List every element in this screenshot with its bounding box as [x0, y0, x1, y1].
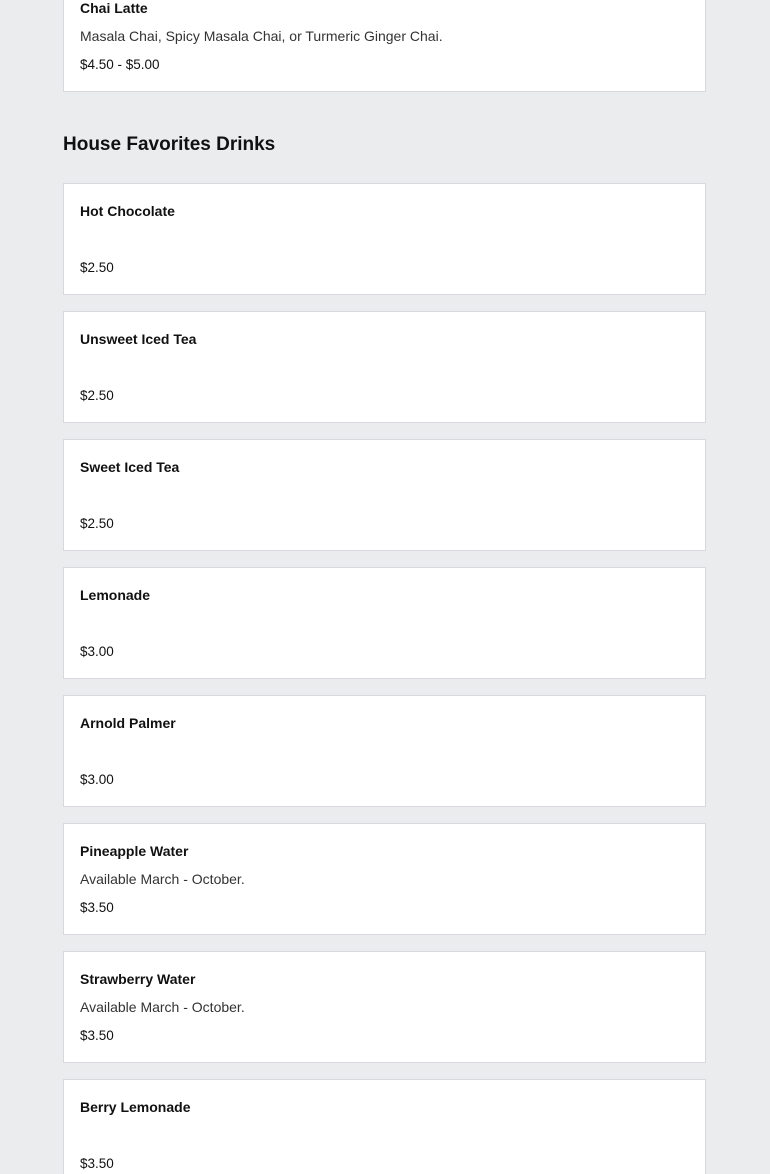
menu-item-name: Lemonade — [80, 587, 151, 603]
menu-item-price: $3.00 — [80, 772, 114, 787]
menu-item-card-arnold-palmer[interactable] — [63, 695, 706, 807]
menu-item-price: $3.50 — [80, 1028, 114, 1043]
menu-item-name: Berry Lemonade — [80, 1099, 191, 1115]
menu-item-price: $3.00 — [80, 644, 114, 659]
menu-item-name: Arnold Palmer — [80, 715, 176, 731]
menu-item-card-hot-chocolate[interactable] — [63, 183, 706, 295]
section-title: House Favorites Drinks — [63, 134, 276, 155]
menu-item-name: Pineapple Water — [80, 843, 189, 859]
menu-item-card-pineapple-water[interactable] — [63, 823, 706, 935]
menu-item-price: $3.50 — [80, 900, 114, 915]
menu-item-name: Strawberry Water — [80, 971, 196, 987]
menu-item-name: Hot Chocolate — [80, 203, 175, 219]
menu-item-description: Masala Chai, Spicy Masala Chai, or Turmeric Ginger Chai. — [80, 28, 443, 44]
menu-item-card-chai-latte[interactable] — [63, 0, 706, 92]
menu-item-card-sweet-iced-tea[interactable] — [63, 439, 706, 551]
menu-item-card-lemonade[interactable] — [63, 567, 706, 679]
menu-item-price: $2.50 — [80, 516, 114, 531]
menu-item-price: $3.50 — [80, 1156, 114, 1171]
menu-item-name: Unsweet Iced Tea — [80, 331, 197, 347]
menu-item-card-strawberry-water[interactable] — [63, 951, 706, 1063]
menu-item-description: Available March - October. — [80, 999, 245, 1015]
menu-item-name: Sweet Iced Tea — [80, 459, 180, 475]
menu-item-description: Available March - October. — [80, 871, 245, 887]
menu-item-price: $2.50 — [80, 260, 114, 275]
menu-item-price: $4.50 - $5.00 — [80, 57, 160, 72]
menu-item-name: Chai Latte — [80, 0, 148, 16]
menu-item-card-berry-lemonade[interactable] — [63, 1079, 706, 1174]
menu-item-price: $2.50 — [80, 388, 114, 403]
menu-item-card-unsweet-iced-tea[interactable] — [63, 311, 706, 423]
